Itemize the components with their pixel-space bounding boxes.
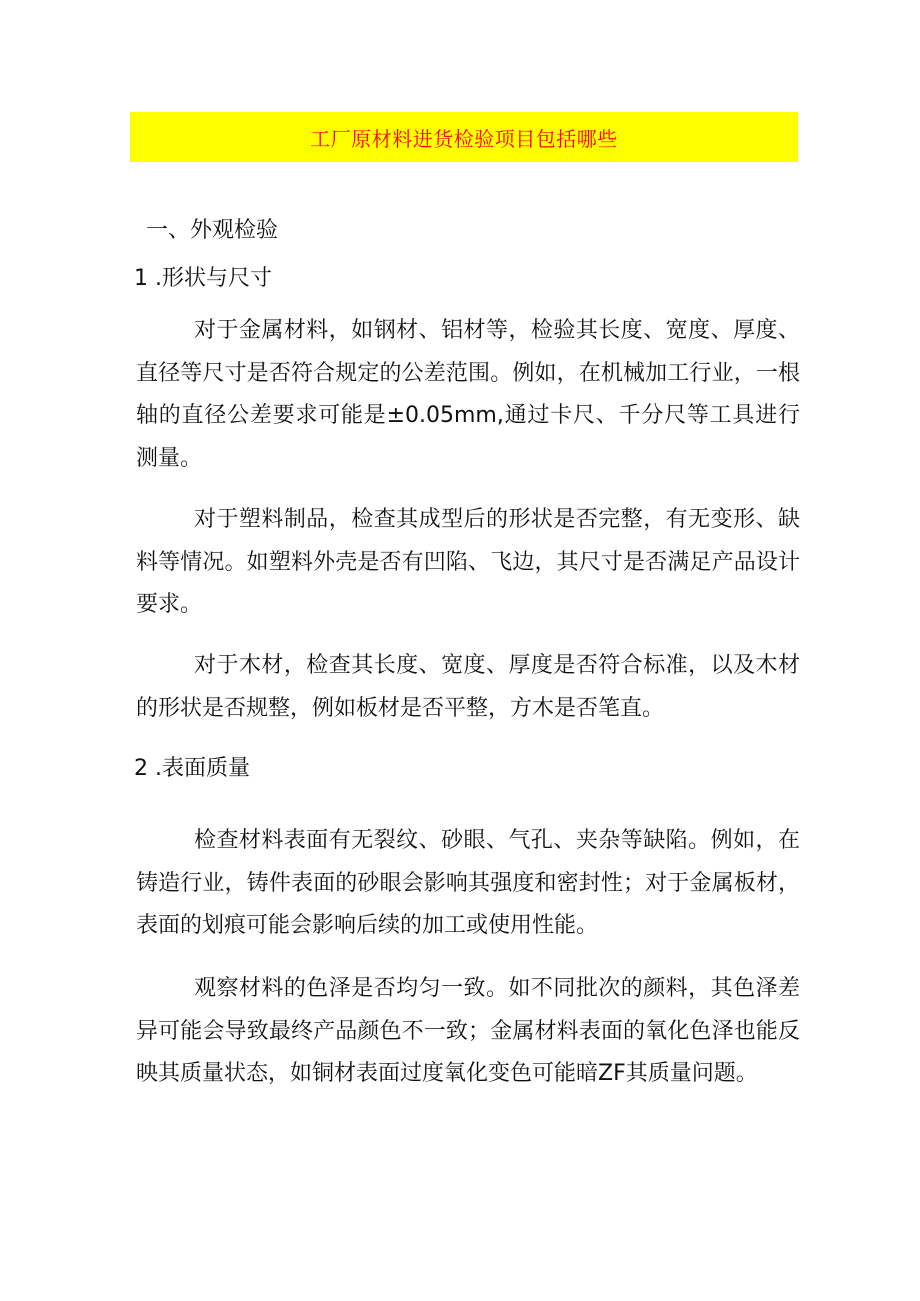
subsection-heading-surface-quality: 2 .表面质量 [134, 756, 250, 781]
paragraph-metal-dimensions: 对于金属材料，如钢材、铝材等，检验其长度、宽度、厚度、直径等尺寸是否符合规定的公差范围。例如，在机械加工行业，一根轴的直径公差要求可能是±0.05mm,通过卡尺、千分尺等工具进行测量。 [136, 318, 800, 471]
document-title: 工厂原材料进货检验项目包括哪些 [310, 126, 618, 151]
subsection-heading-shape-size: 1 .形状与尺寸 [134, 266, 272, 291]
paragraph-plastic-shape: 对于塑料制品，检查其成型后的形状是否完整，有无变形、缺料等情况。如塑料外壳是否有凹陷、飞边，其尺寸是否满足产品设计要求。 [136, 507, 800, 617]
paragraph-surface-defects: 检查材料表面有无裂纹、砂眼、气孔、夹杂等缺陷。例如，在铸造行业，铸件表面的砂眼会影响其强度和密封性；对于金属板材，表面的划痕可能会影响后续的加工或使用性能。 [136, 828, 800, 938]
title-banner [130, 112, 798, 162]
paragraph-wood-shape: 对于木材，检查其长度、宽度、厚度是否符合标准，以及木材的形状是否规整，例如板材是否平整，方木是否笔直。 [136, 653, 800, 721]
section-heading-appearance: 一、外观检验 [146, 218, 279, 243]
paragraph-color-uniformity: 观察材料的色泽是否均匀一致。如不同批次的颜料，其色泽差异可能会导致最终产品颜色不一致；金属材料表面的氧化色泽也能反映其质量状态，如铜材表面过度氧化变色可能暗ZF其质量问题。 [136, 976, 800, 1086]
